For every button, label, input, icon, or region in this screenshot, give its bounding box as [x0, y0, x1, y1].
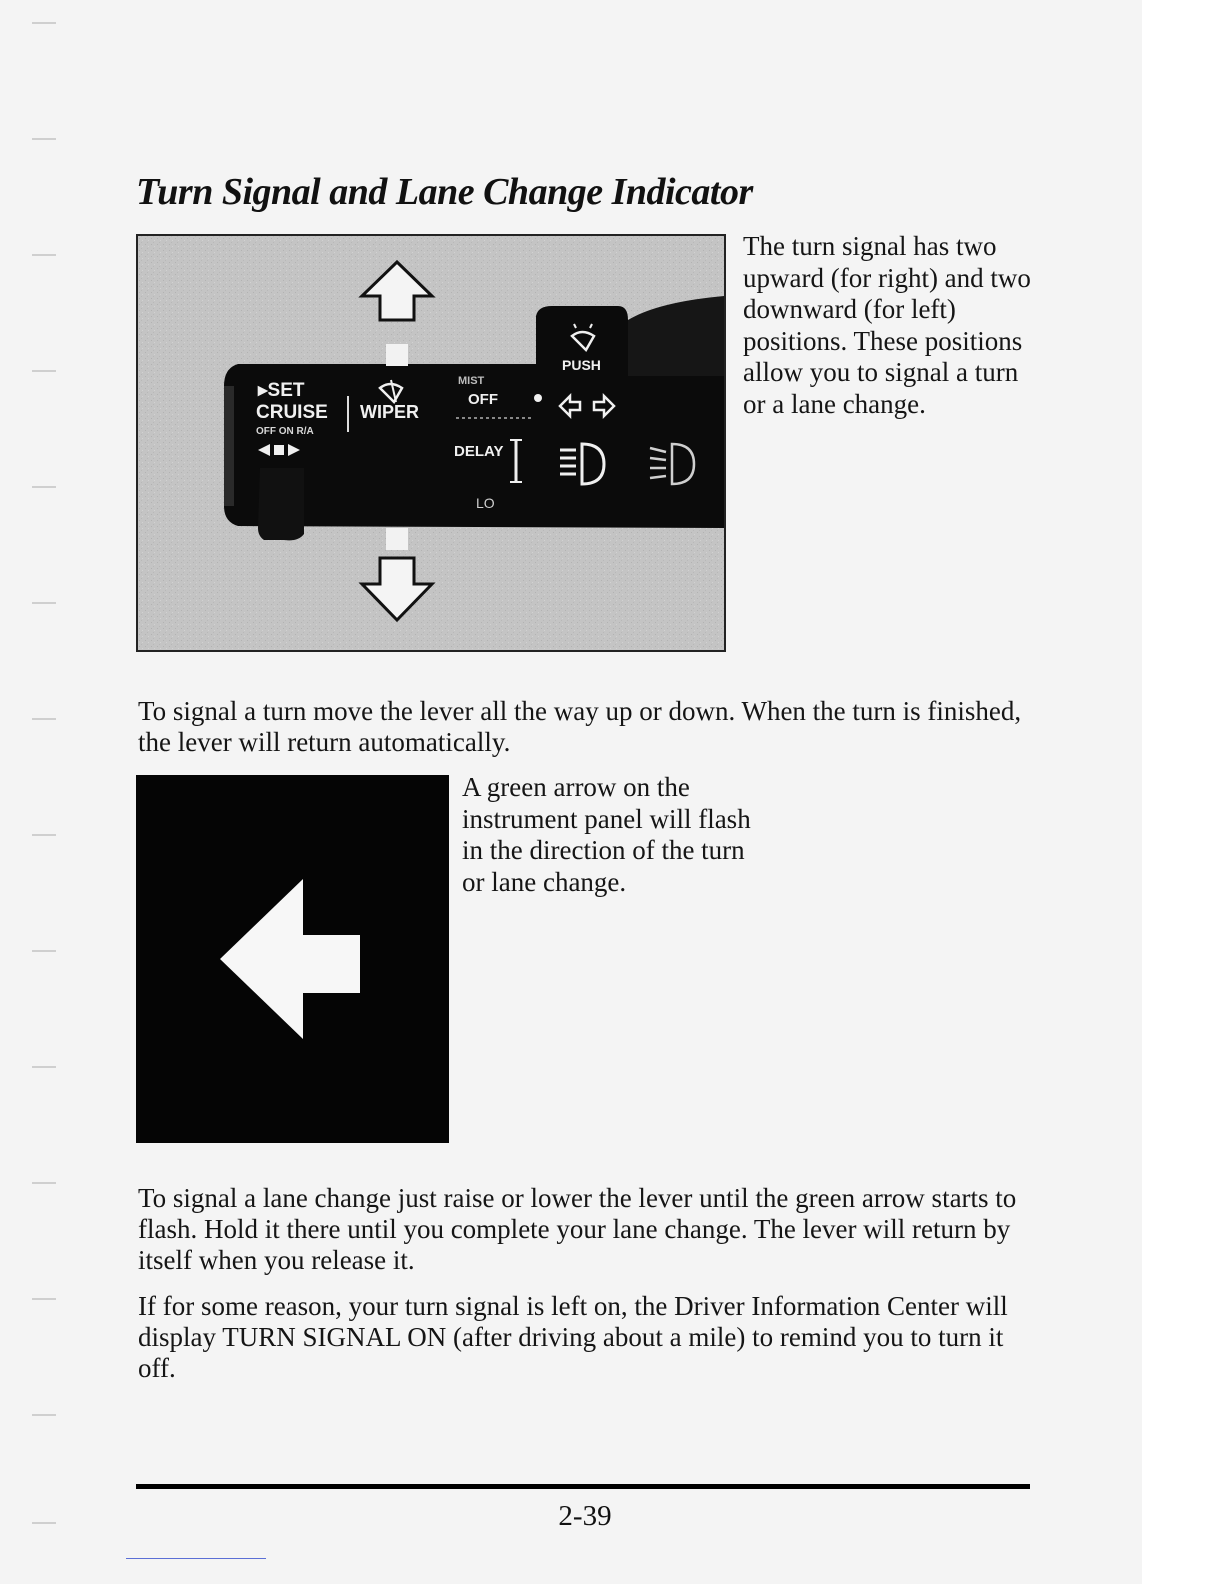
wiper-label: WIPER	[360, 402, 420, 422]
turn-indicator-illustration	[136, 775, 449, 1143]
footer-rule	[136, 1484, 1030, 1489]
margin-tick	[32, 602, 56, 604]
wiper-off-label: OFF	[468, 391, 498, 408]
margin-tick	[32, 718, 56, 720]
margin-tick	[32, 254, 56, 256]
lo-label: LO	[476, 495, 495, 511]
bottom-underline-mark	[126, 1558, 266, 1559]
arrow-caption: A green arrow on the instrument panel will flash in the direction of the turn or lane change.	[462, 772, 751, 897]
lane-change-paragraph: To signal a lane change just raise or lower the lever until the green arrow starts to flash. Hold it there until you complete your lane change. The lever will return by itself when you release it.	[138, 1183, 1017, 1275]
delay-label: DELAY	[454, 443, 504, 460]
margin-tick	[32, 1182, 56, 1184]
mist-label: MIST	[458, 375, 485, 387]
margin-tick	[32, 22, 56, 24]
margin-tick	[32, 1066, 56, 1068]
cruise-label: CRUISE	[256, 402, 328, 423]
margin-tick	[32, 486, 56, 488]
reminder-paragraph: If for some reason, your turn signal is left on, the Driver Information Center will display TURN SIGNAL ON (after driving about a mile) to remind you to turn it off.	[138, 1291, 1008, 1383]
margin-tick	[32, 950, 56, 952]
section-heading: Turn Signal and Lane Change Indicator	[136, 171, 753, 213]
margin-tick	[32, 1414, 56, 1416]
set-label: ▸SET	[258, 380, 305, 401]
push-label: PUSH	[562, 357, 601, 373]
page-number: 2-39	[558, 1500, 612, 1532]
margin-tick	[32, 370, 56, 372]
margin-tick	[32, 1298, 56, 1300]
cruise-mode-label: OFF ON R/A	[256, 426, 314, 437]
turn-paragraph: To signal a turn move the lever all the way up or down. When the turn is finished, the lever will return automatically.	[138, 696, 1022, 757]
margin-tick	[32, 138, 56, 140]
left-arrow-icon	[136, 775, 449, 1143]
turn-signal-lever-photo	[136, 234, 726, 652]
margin-tick	[32, 834, 56, 836]
intro-text: The turn signal has two upward (for right) and two downward (for left) positions. These positions allow you to signal a turn or a lane change.	[743, 231, 1031, 419]
